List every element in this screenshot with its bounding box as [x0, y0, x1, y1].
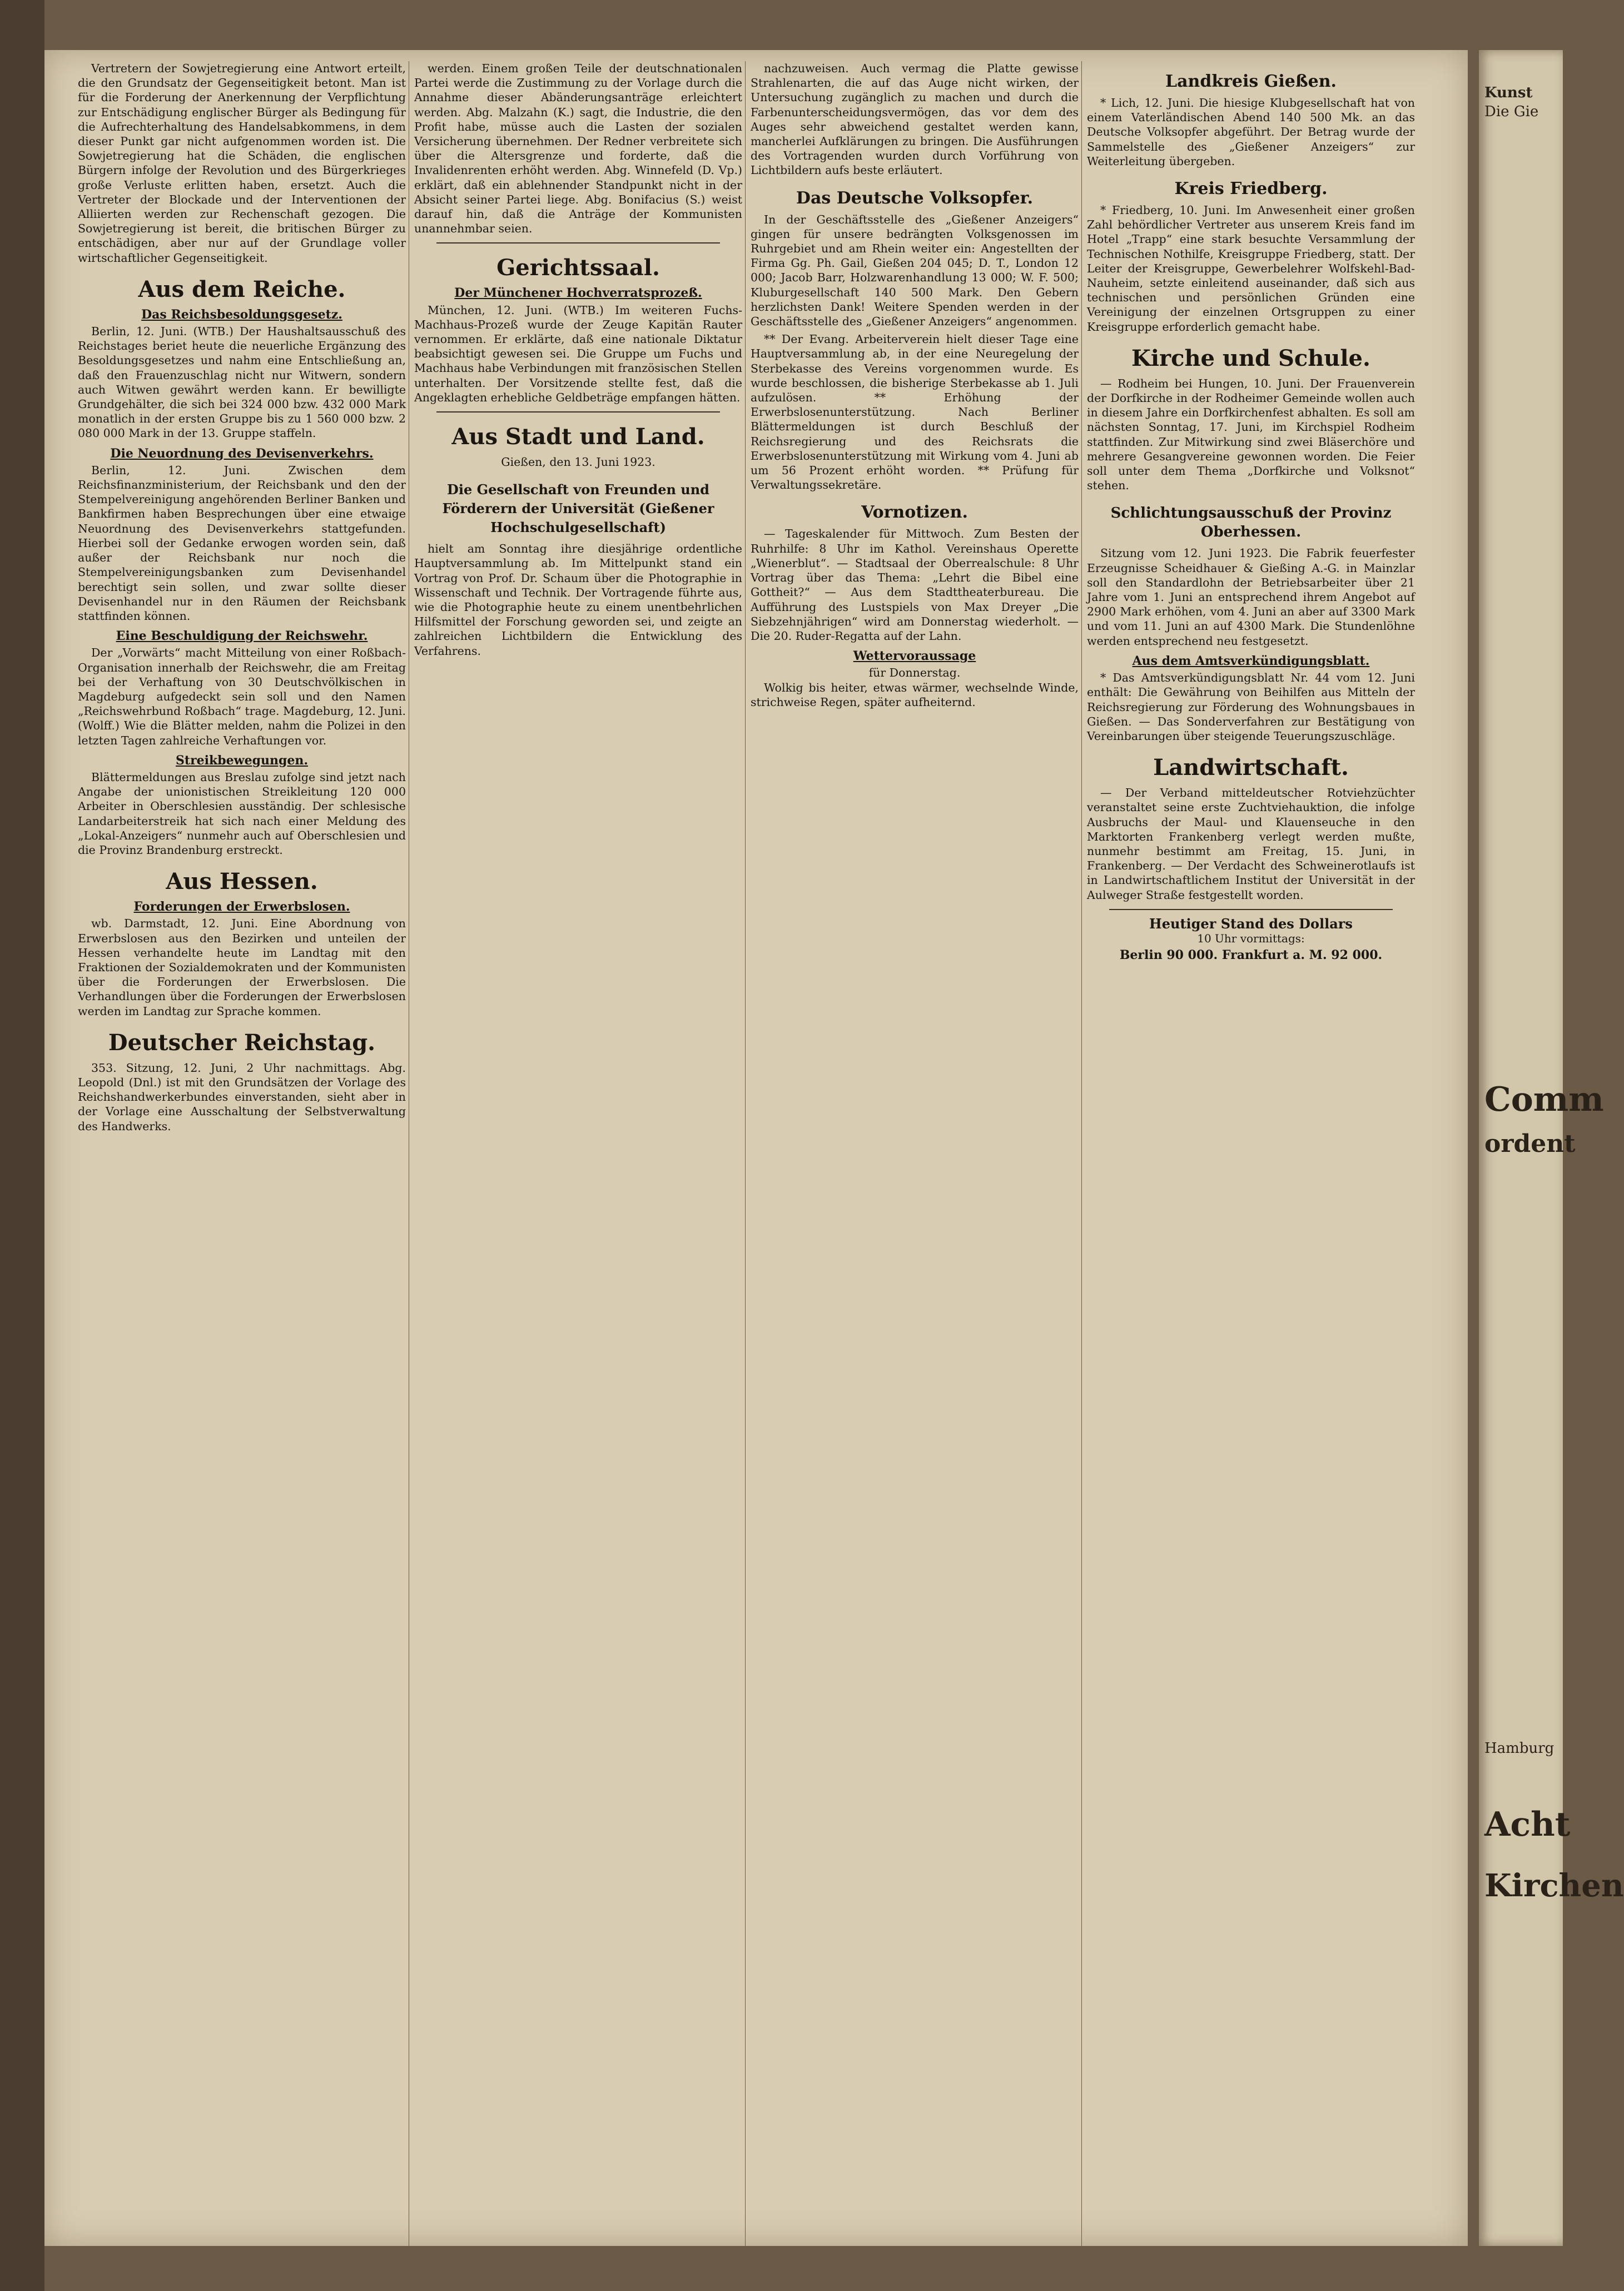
column-rule [745, 61, 746, 2247]
article-heading: Vornotizen. [861, 503, 968, 523]
section-heading: Landwirtschaft. [1153, 754, 1349, 781]
article-heading: Die Gesellschaft von Freunden und Förderern der Universität (Gießener Hochschulgesellschaft) [442, 481, 714, 536]
article-text: München, 12. Juni. (WTB.) Im weiteren Fuchs-Machhaus-Prozeß wurde der Zeuge Kapitän Rauter vernommen. Er erklärte, daß eine nationale Diktatur beabsichtigt gewesen sei. Die Gruppe um Fuchs und Machhaus habe Verbindungen mit französischen Stellen unterhalten. Der Vorsitzende stellte fest, daß die Angeklagten erhebliche Geldbeträge empfangen hätten. [414, 303, 742, 404]
article-text: 353. Sitzung, 12. Juni, 2 Uhr nachmittags. Abg. Leopold (Dnl.) ist mit den Grundsätzen der Vorlage des Reichshandwerkerbundes einverstanden, sieht aber in der Vorlage eine Ausschaltung der Selbstverwaltung des Handwerks. [78, 1061, 406, 1133]
column-4 [1087, 61, 1415, 2247]
section-heading: Aus dem Reiche. [138, 276, 346, 302]
divider [436, 242, 720, 243]
fragment: Die Gie [1484, 103, 1539, 120]
fragment: Hamburg [1484, 1740, 1555, 1757]
article-heading: Landkreis Gießen. [1165, 72, 1337, 91]
divider [1109, 909, 1393, 910]
section-heading: Gerichtssaal. [496, 255, 660, 281]
divider [436, 411, 720, 413]
article-text: Der „Vorwärts“ macht Mitteilung von einer Roßbach-Organisation innerhalb der Reichswehr, die am Freitag bei der Verhaftung von 30 Deutschvölkischen in Magdeburg aufgedeckt sein soll und den Namen „Reichswehrbund Roßbach“ trage. Magdeburg, 12. Juni. (Wolff.) Wie die Blätter melden, nahm die Polizei in den letzten Tagen zahlreiche Verhaftungen vor. [78, 646, 406, 747]
section-heading: Deutscher Reichstag. [108, 1029, 376, 1056]
article-text: hielt am Sonntag ihre diesjährige ordentliche Hauptversammlung ab. Im Mittelpunkt stand ein Vortrag von Prof. Dr. Schaum über die Photographie in Wissenschaft und Technik. Der Vortragende führte aus, wie die Photographie heute zu einem unentbehrlichen Hilfsmittel der Forschung geworden sei, und zeigte an zahlreichen Lichtbildern die Entwicklung des Verfahrens. [414, 542, 742, 658]
column-1 [78, 61, 406, 2247]
fragment: ordent [1484, 1130, 1576, 1158]
article-heading: Der Münchener Hochverratsprozeß. [454, 286, 702, 301]
column-3 [751, 61, 1079, 2247]
article-text: * Lich, 12. Juni. Die hiesige Klubgesellschaft hat von einem Vaterländischen Abend 140 500 Mk. an das Deutsche Volksopfer abgeführt. Der Betrag wurde der Sammelstelle des „Gießener Anzeigers“ zur Weiterleitung übergeben. [1087, 96, 1415, 168]
article-text: Vertretern der Sowjetregierung eine Antwort erteilt, die den Grundsatz der Gegenseitigkeit betont. Man ist für die Forderung der Anerkennung der Verpflichtung zur Entschädigung englischer Bürger als Bedingung für die Aufrechterhaltung des Handelsabkommens, in dem dieser Punkt gar nicht aufgenommen worden ist. Die Sowjetregierung hat die Schäden, die englischen Bürgern infolge der Revolution und des Bürgerkrieges große Verluste erlitten haben, ersetzt. Auch die Vertreter der Blockade und der Interventionen der Alliierten werden zur Rechenschaft gezogen. Die Sowjetregierung ist bereit, die britischen Bürger zu entschädigen, aber nur auf der Grundlage voller wirtschaftlicher Gegenseitigkeit. [78, 62, 406, 265]
dateline: Gießen, den 13. Juni 1923. [501, 455, 655, 469]
article-heading: Wettervoraussage [853, 649, 976, 664]
fragment: Acht [1484, 1805, 1571, 1844]
column-rule [1081, 61, 1082, 2247]
article-text: — Tageskalender für Mittwoch. Zum Besten der Ruhrhilfe: 8 Uhr im Kathol. Vereinshaus Operette „Wienerblut“. — Stadtsaal der Oberrealschule: 8 Uhr Vortrag über das Thema: „Lehrt die Bibel eine Gottheit?“ — Aus dem Stadttheaterbureau. Die Aufführung des Lustspiels von Max Dreyer „Die Siebzehnjährigen“ wird am Donnerstag wiederholt. — Die 20. Ruder-Regatta auf der Lahn. [751, 527, 1079, 643]
article-text: nachzuweisen. Auch vermag die Platte gewisse Strahlenarten, die auf das Auge nicht wirken, der Untersuchung zugänglich zu machen und durch die Farbenunterscheidungsvermögen, das vor dem des Auges sehr abweichend gestaltet werden kann, mancherlei Aufklärungen zu bringen. Die Ausführungen des Vortragenden wurden durch Vorführung von Lichtbildern aufs beste erläutert. [751, 62, 1079, 177]
article-heading: Kreis Friedberg. [1174, 179, 1328, 199]
article-text: Wolkig bis heiter, etwas wärmer, wechselnde Winde, strichweise Regen, später aufheiternd. [751, 680, 1079, 709]
fragment: Kirchen [1484, 1867, 1624, 1904]
article-text: In der Geschäftsstelle des „Gießener Anzeigers“ gingen für unsere bedrängten Volksgenossen im Ruhrgebiet und am Rhein weiter ein: Angestellten der Firma Gg. Ph. Gail, Gießen 204 045; D. T., London 12 000; Jacob Barr, Holzwarenhandlung 13 000; W. F. 500; Kluburgesellschaft 140 500 Mark. Den Gebern herzlichsten Dank! Weitere Spenden werden in der Geschäftsstelle des „Gießener Anzeigers“ angenommen. [751, 212, 1079, 329]
adjacent-page [1479, 50, 1624, 2246]
article-heading: Schlichtungsausschuß der Provinz Oberhessen. [1110, 505, 1392, 541]
article-heading: Eine Beschuldigung der Reichswehr. [116, 629, 368, 644]
section-heading: Aus Stadt und Land. [451, 424, 705, 450]
column-2 [414, 61, 742, 2247]
article-text: — Rodheim bei Hungen, 10. Juni. Der Frauenverein der Dorfkirche in der Rodheimer Gemeinde wollen auch in diesem Jahre ein Dorfkirchenfest abhalten. Es soll am nächsten Sonntag, 17. Juni, im Kirchspiel Rodheim stattfinden. Zur Mitwirkung sind zwei Bläserchöre und mehrere Gesangvereine gewonnen worden. Die Feier soll unter dem Thema „Dorfkirche und Volksnot“ stehen. [1087, 376, 1415, 493]
article-text: Blättermeldungen aus Breslau zufolge sind jetzt nach Angabe der unionistischen Streikleitung 120 000 Arbeiter in Oberschlesien ausständig. Der schlesische Landarbeiterstreik hat sich nach einer Meldung des „Lokal-Anzeigers“ nunmehr auch auf Oberschlesien und die Provinz Brandenburg erstreckt. [78, 770, 406, 857]
article-heading: Forderungen der Erwerbslosen. [133, 899, 350, 915]
article-heading: Die Neuordnung des Devisenverkehrs. [110, 446, 374, 461]
article-text: werden. Einem großen Teile der deutschnationalen Partei werde die Zustimmung zu der Vorlage durch die Annahme dieser Abänderungsanträge erleichtert werden. Abg. Malzahn (K.) sagt, die Industrie, die den Profit habe, müsse auch die Lasten der sozialen Versicherung übernehmen. Der Redner verbreitete sich über die Altersgrenze und forderte, daß die Invalidenrenten erhöht werden. Abg. Winnefeld (D. Vp.) erklärt, daß ein ablehnender Standpunkt nicht in der Absicht seiner Partei liege. Abg. Bonifacius (S.) weist darauf hin, daß die Anträge der Kommunisten unannehmbar seien. [414, 62, 742, 236]
fragment: Kunst [1484, 85, 1533, 101]
article-text: ** Der Evang. Arbeiterverein hielt dieser Tage eine Hauptversammlung ab, in der eine Neuregelung der Sterbekasse des Vereins vorgenommen wurde. Es wurde beschlossen, die bisherige Sterbekasse ab 1. Juli aufzulösen. ** Erhöhung der Erwerbslosenunterstützung. Nach Berliner Blättermeldungen ist durch Beschluß der Reichsregierung und des Reichsrats die Erwerbslosenunterstützung mit Wirkung vom 4. Juni ab um 56 Prozent erhöht worden. ** Prüfung für Verwaltungssekretäre. [751, 332, 1079, 492]
article-text: — Der Verband mitteldeutscher Rotviehzüchter veranstaltet seine erste Zuchtviehauktion, die infolge Ausbruchs der Maul- und Klauenseuche in den Marktorten Frankenberg verlegt werden mußte, nunmehr bestimmt am Freitag, 15. Juni, in Frankenberg. — Der Verdacht des Schweinerotlaufs ist in Landwirtschaftlichem Institut der Universität in der Aulweger Straße festgestellt worden. [1087, 786, 1415, 902]
article-heading: Das Deutsche Volksopfer. [796, 188, 1034, 208]
section-heading: Kirche und Schule. [1131, 345, 1370, 371]
dollar-heading: Heutiger Stand des Dollars [1149, 915, 1353, 932]
article-text: Berlin, 12. Juni. Zwischen dem Reichsfinanzministerium, der Reichsbank und den der Stempelvereinigung angehörenden Berliner Banken und Bankfirmen haben Besprechungen über eine etwaige Neuordnung des Devisenverkehrs stattgefunden. Hierbei soll der Gedanke erwogen worden sein, daß außer der Reichsbank nur noch die Stempelvereinigungsbanken zum Devisenhandel berechtigt sein sollen, und zwar sollte dieser Devisenhandel nur in den Räumen der Reichsbank stattfinden können. [78, 463, 406, 623]
article-heading: Streikbewegungen. [176, 753, 308, 768]
page-gutter-left [0, 0, 44, 2291]
article-text: Sitzung vom 12. Juni 1923. Die Fabrik feuerfester Erzeugnisse Scheidhauer & Gießing A.-G. in Mainzlar soll den Standardlohn der Betriebsarbeiter über 21 Jahre vom 1. Juni an entsprechend ihrem Angebot auf 2900 Mark erhöhen, vom 4. Juni an aber auf 3300 Mark und vom 11. Juni an auf 4300 Mark. Die Stundenlöhne werden entsprechend neu festgesetzt. [1087, 546, 1415, 648]
article-heading: Das Reichsbesoldungsgesetz. [141, 307, 342, 322]
section-heading: Aus Hessen. [166, 868, 318, 895]
article-text: Berlin, 12. Juni. (WTB.) Der Haushaltsausschuß des Reichstages beriet heute die neuerliche Ergänzung des Besoldungsgesetzes und nahm eine Entschließung an, daß den Frauenzuschlag nicht nur Witwern, sondern auch Witwen gewährt werden kann. Er bewilligte Grundgehälter, die sich bei 324 000 bzw. 432 000 Mark monatlich in der ersten Gruppe bis zu 1 560 000 bzw. 2 080 000 Mark in der 13. Gruppe staffeln. [78, 325, 406, 440]
article-text: wb. Darmstadt, 12. Juni. Eine Abordnung von Erwerbslosen aus den Bezirken und unteilen der Hessen verhandelte heute im Landtag mit den Fraktionen der Sozialdemokraten und der Kommunisten über die Forderungen der Erwerbslosen. Die Verhandlungen über die Forderungen der Erwerbslosen werden im Landtag zur Sprache kommen. [78, 917, 406, 1018]
dollar-rates: Berlin 90 000. Frankfurt a. M. 92 000. [1119, 948, 1383, 963]
fragment: Comm [1484, 1080, 1604, 1119]
dollar-time: 10 Uhr vormittags: [1197, 931, 1305, 945]
article-text: * Das Amtsverkündigungsblatt Nr. 44 vom 12. Juni enthält: Die Gewährung von Beihilfen aus Mitteln der Reichsregierung zur Förderung des Wohnungsbaues in Gießen. — Das Sonderverfahren zur Bestätigung von Vereinbarungen über steigende Teuerungszuschläge. [1087, 671, 1415, 743]
weather-subheading: für Donnerstag. [868, 666, 961, 680]
article-text: * Friedberg, 10. Juni. Im Anwesenheit einer großen Zahl behördlicher Vertreter aus unserem Kreis fand im Hotel „Trapp“ eine stark besuchte Versammlung der Technischen Nothilfe, Kreisgruppe Friedberg, statt. Der Leiter der Kreisgruppe, Gewerbelehrer Wolfskehl-Bad-Nauheim, setzte einleitend auseinander, daß sich aus technischen und persönlichen Gründen eine Vereinigung der einzelnen Ortsgruppen zu einer Kreisgruppe erforderlich gemacht habe. [1087, 203, 1415, 334]
article-heading: Aus dem Amtsverkündigungsblatt. [1132, 653, 1370, 668]
